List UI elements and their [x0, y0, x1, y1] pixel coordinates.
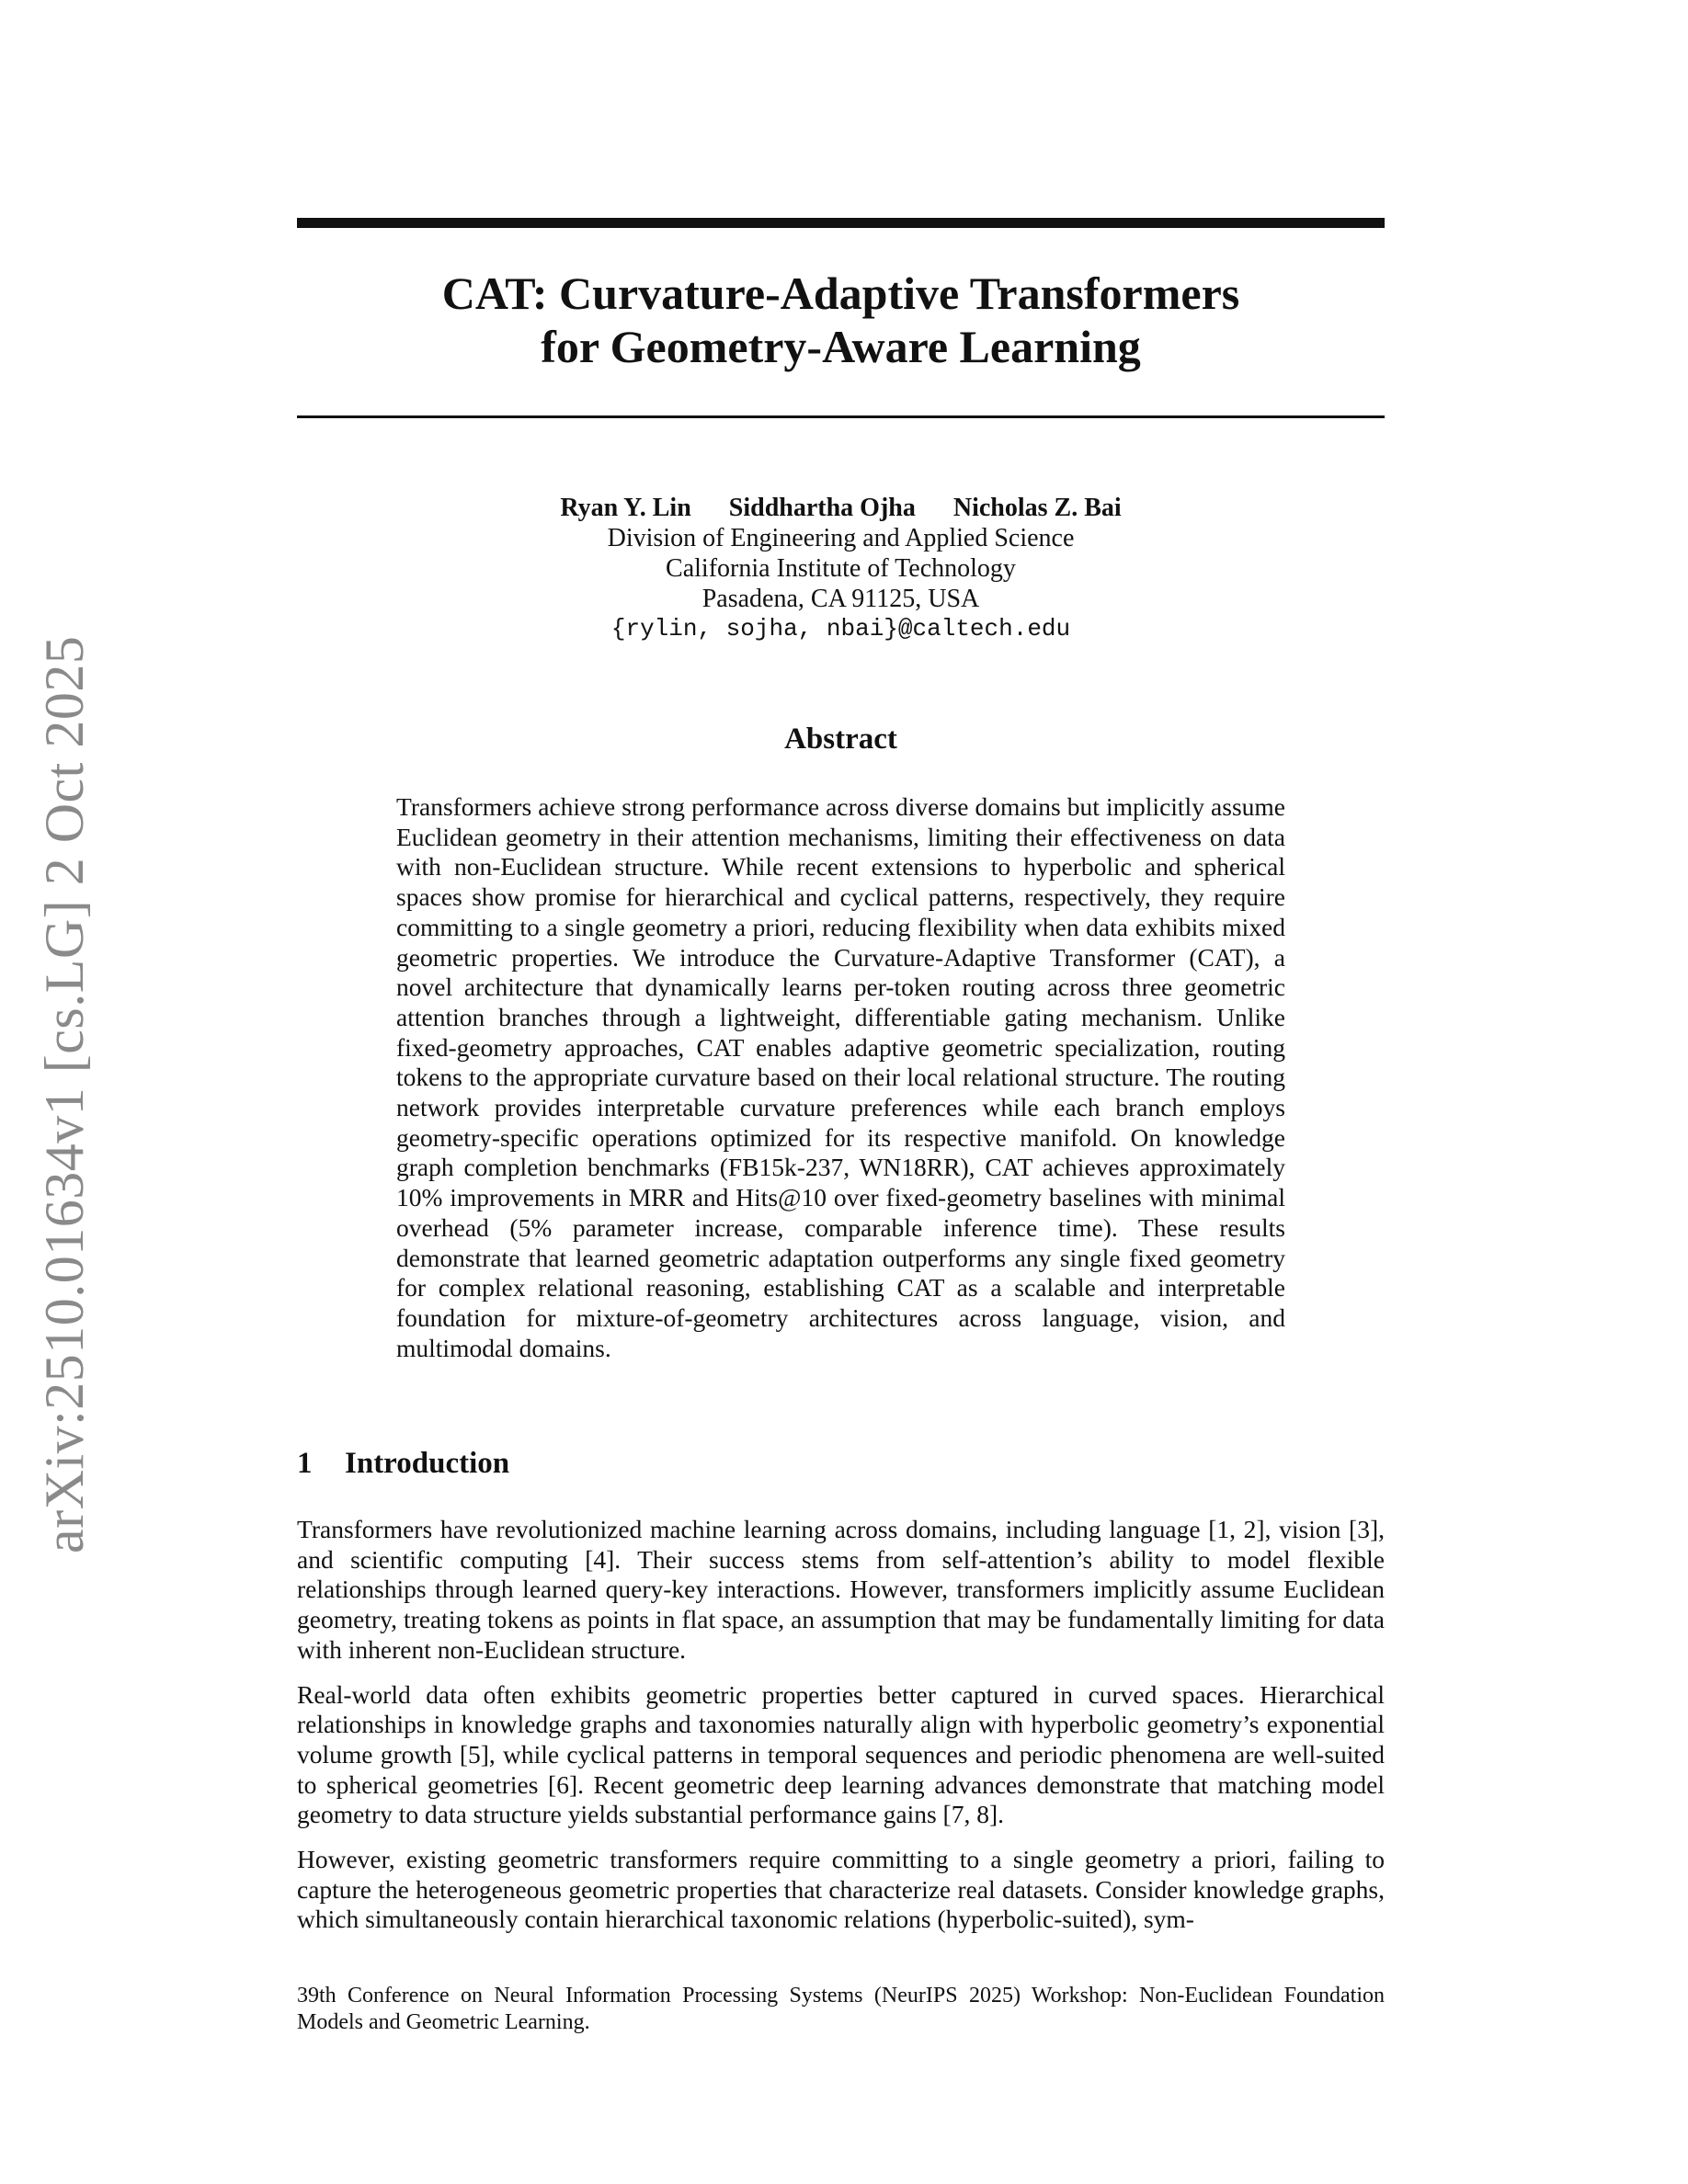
paper-title	[297, 267, 1385, 373]
paragraph: Transformers have revolutionized machine learning across domains, including language [1, 2], vision [3], and scientific computing [4]. Their success stems from self-attention’s ability to model flexible relationships through learned query-key interactions. However, transformers implicitly assume Euclidean geometry, treating tokens as points in flat space, an assumption that may be fundamentally limiting for data with inherent non-Euclidean structure.	[297, 1515, 1385, 1664]
author-institute: California Institute of Technology	[666, 554, 1016, 583]
paragraph: Real-world data often exhibits geometric properties better captured in curved spaces. Hierarchical relationships in knowledge graphs and taxonomies naturally align with hyperbolic geometry’s exponential volume growth [5], while cyclical patterns in temporal sequences and periodic phenomena are well-suited to spherical geometries [6]. Recent geometric deep learning advances demonstrate that matching model geometry to data structure yields substantial performance gains [7, 8].	[297, 1679, 1385, 1829]
paragraph: However, existing geometric transformers require committing to a single geometry a priori, failing to capture the heterogeneous geometric properties that characterize real datasets. Consider knowledge graphs, which simultaneously contain hierarchical taxonomic relations (hyperbolic-suited), sym-	[297, 1845, 1385, 1934]
arxiv-identifier: arXiv:2510.01634v1 [cs.LG] 2 Oct 2025	[34, 635, 95, 1553]
section-heading-introduction	[297, 1445, 509, 1482]
title-line-2: for Geometry-Aware Learning	[541, 321, 1141, 372]
conference-footnote: 39th Conference on Neural Information Processing Systems (NeurIPS 2025) Workshop: Non-Euclidean Foundation Models and Geometric Learning.	[297, 1984, 1385, 2034]
author-names	[297, 493, 1385, 523]
author-email[interactable]: {rylin, sojha, nbai}@caltech.edu	[610, 615, 1071, 643]
author-name: Ryan Y. Lin	[560, 494, 691, 522]
title-top-rule	[297, 218, 1385, 228]
author-division: Division of Engineering and Applied Science	[607, 524, 1075, 552]
title-bottom-rule	[297, 415, 1385, 418]
author-address: Pasadena, CA 91125, USA	[701, 585, 980, 613]
abstract-text: Transformers achieve strong performance across diverse domains but implicitly assume Euclidean geometry in their attention mechanisms, limiting their effectiveness on data with non-Euclidean structure. While recent extensions to hyperbolic and spherical spaces show promise for hierarchical and cyclical patterns, respectively, they require committing to a single geometry a priori, reducing flexibility when data exhibits mixed geometric properties. We introduce the Curvature-Adaptive Transformer (CAT), a novel architecture that dynamically learns per-token routing across three geometric attention branches through a lightweight, differentiable gating mechanism. Unlike fixed-geometry approaches, CAT enables adaptive geometric specialization, routing tokens to the appropriate curvature based on their local relational structure. The routing network provides interpretable curvature preferences while each branch employs geometry-specific operations optimized for its respective manifold. On knowledge graph completion benchmarks (FB15k-237, WN18RR), CAT achieves approximately 10% improvements in MRR and Hits@10 over fixed-geometry baselines with minimal overhead (5% parameter increase, comparable inference time). These results demonstrate that learned geometric adaptation outperforms any single fixed geometry for complex relational reasoning, establishing CAT as a scalable and interpretable foundation for mixture-of-geometry architectures across language, vision, and multimodal domains.	[396, 792, 1285, 1362]
section-title: Introduction	[345, 1447, 510, 1480]
author-name: Nicholas Z. Bai	[952, 494, 1122, 522]
abstract-heading: Abstract	[784, 722, 897, 756]
title-line-1: CAT: Curvature-Adaptive Transformers	[441, 267, 1240, 319]
introduction-body	[297, 1515, 1385, 1950]
section-number: 1	[297, 1447, 313, 1480]
author-block	[297, 493, 1385, 644]
author-name: Siddhartha Ojha	[728, 494, 916, 522]
